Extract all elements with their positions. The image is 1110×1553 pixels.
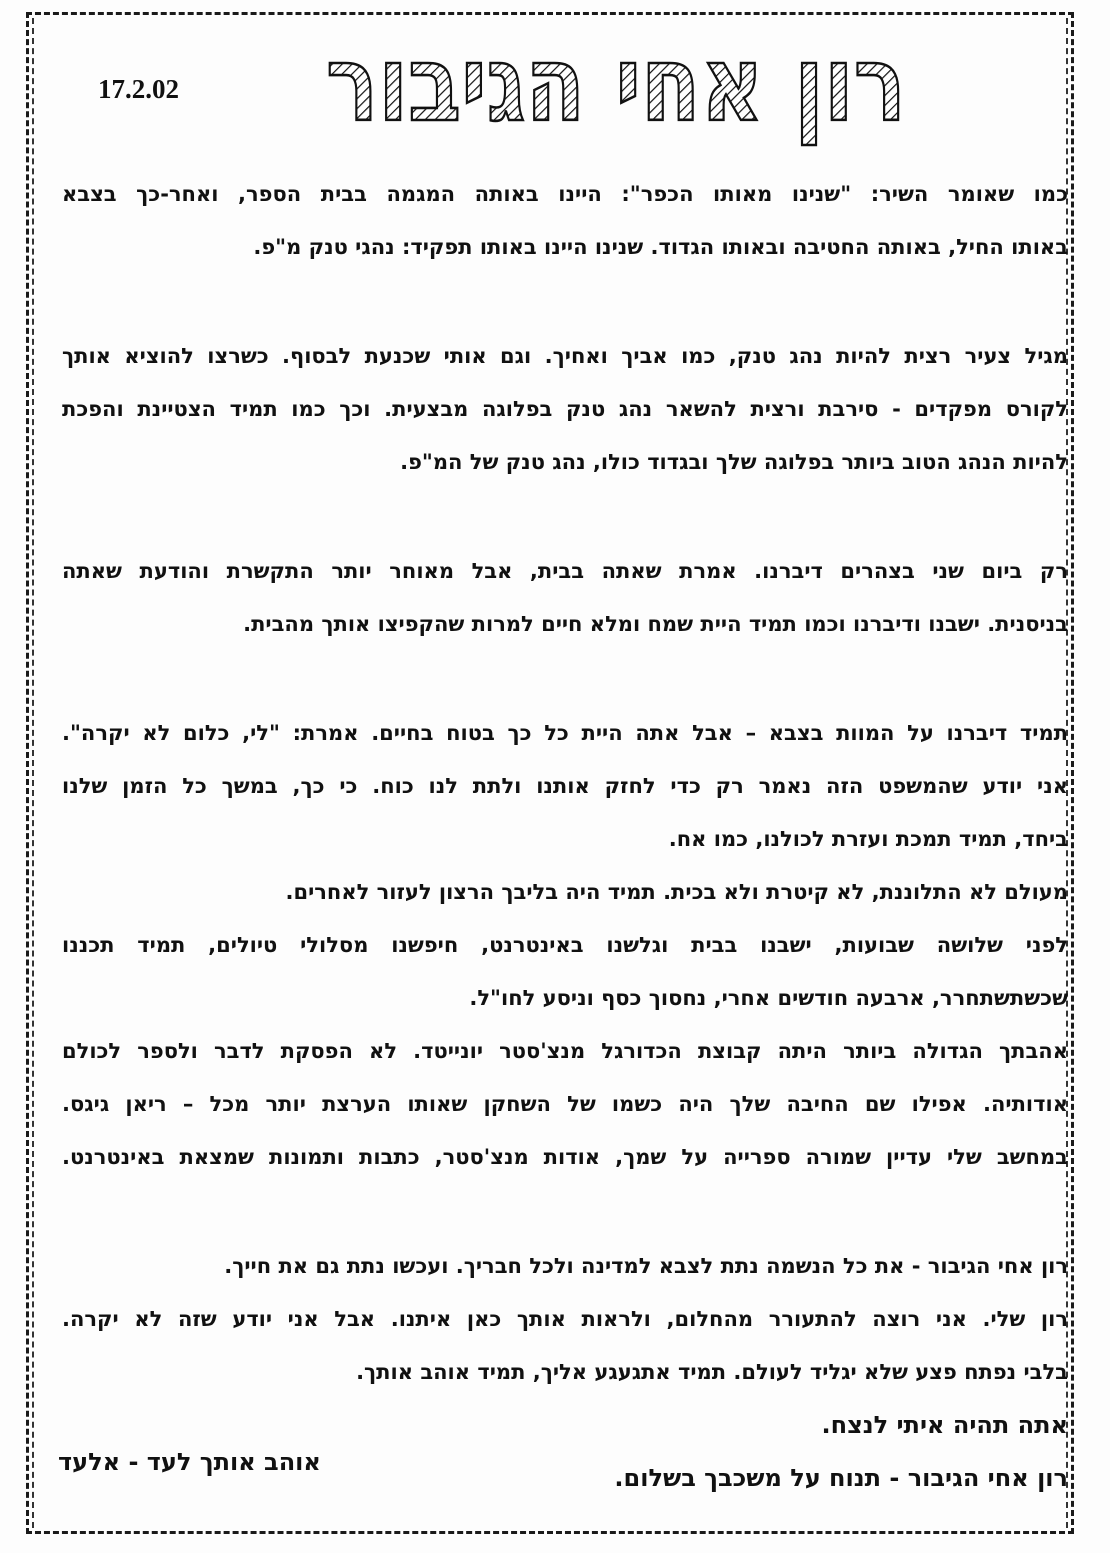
text-line: ביחד, תמיד תמכת ועזרת לכולנו, כמו אח. (668, 827, 1068, 851)
text-line: אהבתך הגדולה ביותר היתה קבוצת הכדורגל מנצ'סטר יונייטד. לא הפסקת לדבר ולספר לכולם (62, 1039, 1068, 1063)
paragraph-gap (62, 1184, 1068, 1240)
text-line: שכשתשתחרר, ארבעה חודשים אחרי, נחסוך כסף וניסע לחו"ל. (469, 986, 1068, 1010)
text-line: בניסנית. ישבנו ודיברנו וכמו תמיד היית שמח ומלא חיים למרות שהקפיצו אותך מהבית. (243, 612, 1068, 636)
text-line: מעולם לא התלוננת, לא קיטרת ולא בכית. תמיד היה בליבך הרצון לעזור לאחרים. (285, 880, 1068, 904)
text-line: לפני שלושה שבועות, ישבנו בבית וגלשנו באינטרנט, חיפשנו מסלולי טיולים, תמיד תכננו (62, 933, 1068, 957)
paragraph-gap (62, 489, 1068, 545)
text-line: תמיד דיברנו על המוות בצבא – אבל אתה היית כל כך בטוח בחיים. אמרת: "לי, כלום לא יקרה". (62, 721, 1068, 745)
text-line: רון אחי הגיבור - תנוח על משכבך בשלום. (614, 1464, 1068, 1492)
title-text: רון אחי הגיבור (326, 23, 906, 145)
text-line: אתה תהיה איתי לנצח. (821, 1411, 1068, 1439)
text-line: אני יודע שהמשפט הזה נאמר רק כדי לחזק אותנו ולתת לנו כוח. כי כך, במשך כל הזמן שלנו (62, 774, 1068, 798)
text-line: במחשב שלי עדיין שמורה ספרייה על שמך, אודות מנצ'סטר, כתבות ותמונות שמצאת באינטרנט. (62, 1145, 1068, 1169)
text-line: באותו החיל, באותה החטיבה ובאותו הגדוד. שנינו היינו באותו תפקיד: נהגי טנק מ"פ. (253, 235, 1068, 259)
paragraph-gap (62, 274, 1068, 330)
text-line: כמו שאומר השיר: "שנינו מאותו הכפר": היינו באותה המגמה בבית הספר, ואחר-כך בצבא (62, 182, 1068, 206)
text-line: מגיל צעיר רצית להיות נהג טנק, כמו אביך ואחיך. וגם אותי שכנעת לבסוף. כשרצו להוציא אותך (62, 344, 1068, 368)
text-line: רון אחי הגיבור - את כל הנשמה נתת לצבא למדינה ולכל חבריך. ועכשו נתת גם את חייך. (224, 1254, 1068, 1278)
text-line: לקורס מפקדים - סירבת ורצית להשאר נהג טנק בפלוגה מבצעית. וכך כמו תמיד הצטיינת והפכת (62, 397, 1068, 421)
text-line: רק ביום שני בצהרים דיברנו. אמרת שאתה בבית, אבל מאוחר יותר התקשרת והודעת שאתה (62, 559, 1068, 583)
page-title (318, 23, 914, 145)
text-line: להיות הנהג הטוב ביותר בפלוגה שלך ובגדוד כולו, נהג טנק של המ"פ. (400, 450, 1068, 474)
document-date: 17.2.02 (98, 74, 179, 104)
paragraph-gap (62, 651, 1068, 707)
text-line: אודותיה. אפילו שם החיבה שלך היה כשמו של השחקן שאותו הערצת יותר מכל – ריאן גיגס. (62, 1092, 1068, 1116)
letter-body (62, 168, 1068, 1505)
signature: אוהב אותך לעד - אלעד (58, 1448, 321, 1476)
text-line: בלבי נפתח פצע שלא יגליד לעולם. תמיד אתגעגע אליך, תמיד אוהב אותך. (356, 1360, 1068, 1384)
text-line: רון שלי. אני רוצה להתעורר מהחלום, ולראות אותך כאן איתנו. אבל אני יודע שזה לא יקרה. (62, 1307, 1068, 1331)
